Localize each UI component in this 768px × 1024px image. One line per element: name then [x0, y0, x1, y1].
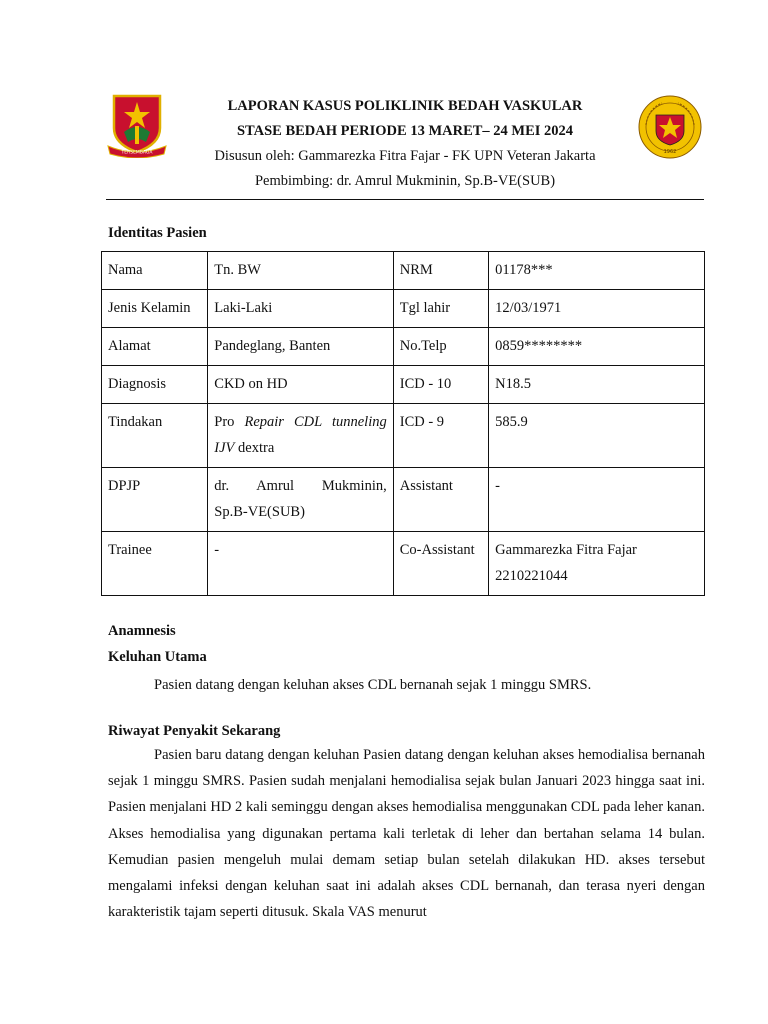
chief-complaint-title: Keluhan Utama [108, 649, 207, 665]
table-row [102, 290, 705, 328]
provincial-emblem-logo [106, 92, 168, 158]
table-cell-value: 585.9 [489, 404, 705, 468]
table-cell-label: No.Telp [393, 328, 488, 366]
procedure-line-1 [214, 409, 386, 435]
report-title-line-2: STASE BEDAH PERIODE 13 MARET– 24 MEI 2024 [236, 123, 574, 139]
table-cell-label: Nama [102, 252, 208, 290]
co-assistant-name: Gammarezka Fitra Fajar [495, 542, 637, 558]
anamnesis-title: Anamnesis [108, 623, 176, 639]
author-line: Disusun oleh: Gammarezka Fitra Fajar - FK UPN Veteran Jakarta [214, 148, 596, 164]
procedure-site: IJV [214, 440, 235, 456]
table-cell-label: ICD - 9 [393, 404, 488, 468]
dpjp-line-2: Sp.B-VE(SUB) [214, 504, 305, 520]
procedure-prefix: Pro [214, 414, 245, 430]
table-cell-label: Alamat [102, 328, 208, 366]
supervisor-line: Pembimbing: dr. Amrul Mukminin, Sp.B-VE(SUB) [254, 173, 556, 189]
university-seal-logo [638, 95, 702, 159]
patient-identity-table [101, 251, 705, 596]
table-row [102, 252, 705, 290]
chief-complaint-text: Pasien datang dengan keluhan akses CDL bernanah sejak 1 minggu SMRS. [154, 677, 592, 693]
procedure-side: dextra [234, 440, 275, 456]
table-cell-label: Co-Assistant [393, 532, 488, 596]
table-row [102, 328, 705, 366]
header-divider [106, 199, 704, 200]
table-row [102, 468, 705, 532]
table-cell-label: Assistant [393, 468, 488, 532]
table-cell-label: NRM [393, 252, 488, 290]
identity-section-title: Identitas Pasien [108, 225, 207, 241]
table-row [102, 532, 705, 596]
present-illness-text: Pasien baru datang dengan keluhan Pasien datang dengan keluhan akses hemodialisa bernanah sejak 1 minggu SMRS. Pasien sudah menjalani hemodialisa sejak bulan Januari 2023 hingga saat ini. Pasien menjalani HD 2 kali seminggu dengan akses hemodialisa menggunakan CDL pada leher kanan. Akses hemodialisa yang digunakan pertama kali terletak di leher dan bertahan selama 14 bulan. Kemudian pasien mengeluh mulai demam setiap bulan setelah dilakukan HD. akses tersebut mengalami infeksi dengan keluhan saat ini adalah akses CDL bernanah, dan terasa nyeri dengan karakteristik tajam seperti ditusuk. Skala VAS menurut [108, 747, 705, 921]
seal-year-text: 1962 [663, 149, 677, 155]
present-illness-title: Riwayat Penyakit Sekarang [108, 723, 281, 739]
table-cell-value [489, 532, 705, 596]
table-cell-value: Pandeglang, Banten [208, 328, 393, 366]
table-cell-value: Tn. BW [208, 252, 393, 290]
report-title-line-1: LAPORAN KASUS POLIKLINIK BEDAH VASKULAR [227, 98, 583, 114]
table-cell-value: - [489, 468, 705, 532]
table-cell-label: Tindakan [102, 404, 208, 468]
procedure-name: Repair CDL tunneling [244, 414, 387, 430]
table-cell-label: ICD - 10 [393, 366, 488, 404]
table-cell-value: 0859******** [489, 328, 705, 366]
table-cell-value: N18.5 [489, 366, 705, 404]
emblem-banner-text: TERSEMBAGA [121, 150, 153, 156]
table-cell-value: CKD on HD [208, 366, 393, 404]
table-cell-value: Laki-Laki [208, 290, 393, 328]
table-cell-value: 12/03/1971 [489, 290, 705, 328]
table-cell-label: Trainee [102, 532, 208, 596]
table-cell-value: - [208, 532, 393, 596]
co-assistant-id: 2210221044 [495, 568, 568, 584]
table-cell-value: 01178*** [489, 252, 705, 290]
table-row [102, 404, 705, 468]
table-row [102, 366, 705, 404]
procedure-line-2 [214, 435, 386, 461]
table-cell-label: Tgl lahir [393, 290, 488, 328]
table-cell-label: Diagnosis [102, 366, 208, 404]
table-cell-value [208, 468, 393, 532]
table-cell-label: Jenis Kelamin [102, 290, 208, 328]
table-cell-value [208, 404, 393, 468]
table-cell-label: DPJP [102, 468, 208, 532]
dpjp-line-1: dr. Amrul Mukminin, [214, 478, 387, 494]
